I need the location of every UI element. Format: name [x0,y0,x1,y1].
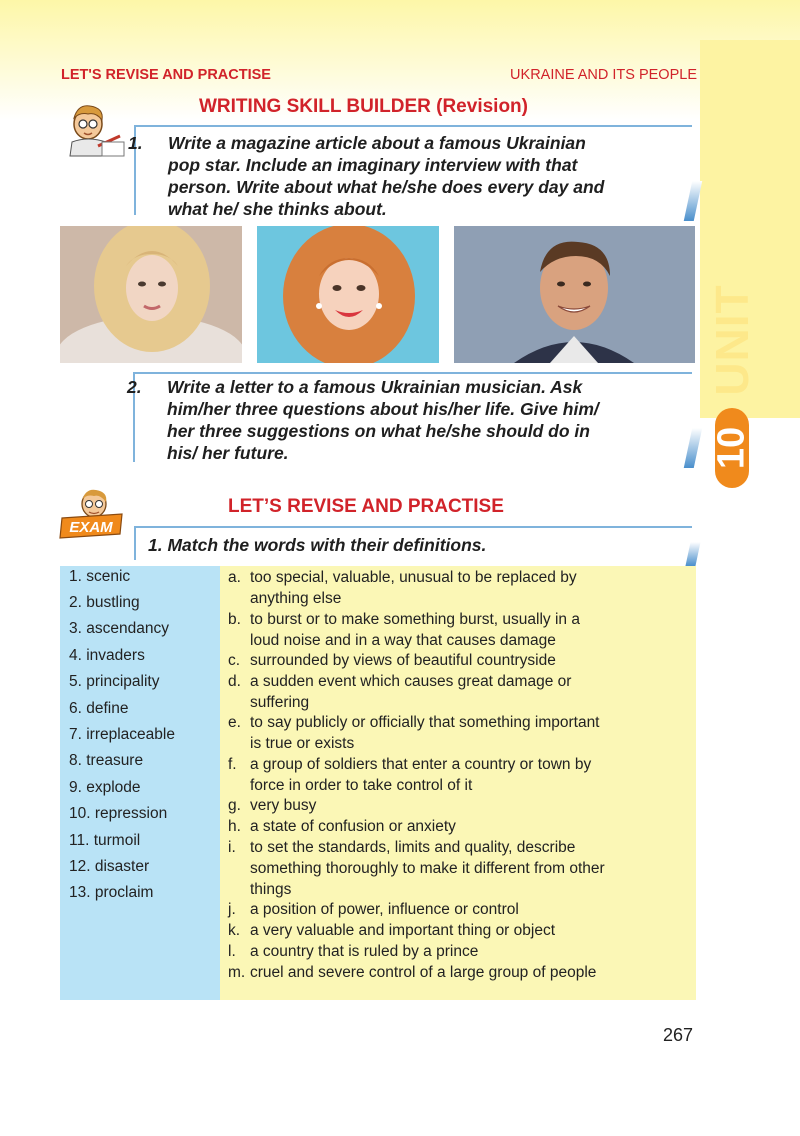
exam-boy-icon [58,488,124,546]
task-1-line-1: Write a magazine article about a famous Ukrainian [168,133,586,153]
definition-j: j. a position of power, influence or control [228,901,519,918]
word-item: 10. repression [69,805,168,822]
photo-singer-1 [60,226,242,363]
word-item: 5. principality [69,673,160,690]
word-item: 2. bustling [69,594,140,611]
definitions-column [220,566,696,1000]
definition-d: d. a sudden event which causes great damage or suffering [228,673,572,711]
definition-i: i. to set the standards, limits and quality, describe something thoroughly to make it different from other things [228,839,605,898]
page-number: 267 [662,1025,693,1045]
definition-l: l. a country that is ruled by a prince [228,943,479,960]
definition-h: h. a state of confusion or anxiety [228,818,456,835]
words-column [60,566,220,1000]
word-item: 12. disaster [69,858,150,875]
photo-singer-3 [454,226,695,363]
task-1-line-2: pop star. Include an imaginary interview with that [168,155,578,175]
definition-c: c. surrounded by views of beautiful countryside [228,652,556,669]
word-item: 13. proclaim [69,884,154,901]
word-item: 9. explode [69,779,141,796]
writing-section-title: WRITING SKILL BUILDER (Revision) [199,96,528,117]
task-2-line-1: Write a letter to a famous Ukrainian musician. Ask [167,377,583,397]
task-2-line-3: her three suggestions on what he/she should do in [167,421,590,441]
word-item: 11. turmoil [69,832,141,849]
task-1-number: 1. [128,133,143,153]
task-2-line-4: his/ her future. [167,443,289,463]
word-item: 6. define [69,700,129,717]
definition-f: f. a group of soldiers that enter a country or town by force in order to take control of it [228,756,592,794]
unit-number: 10 [715,408,749,488]
task-2-line-2: him/her three questions about his/her life. Give him/ [167,399,599,419]
photo-singer-2 [257,226,439,363]
revise-section-title: LET’S REVISE AND PRACTISE [228,496,504,517]
definition-e: e. to say publicly or officially that something important is true or exists [228,714,600,752]
writing-boy-icon [58,102,130,158]
header-left: LET'S REVISE AND PRACTISE [61,67,271,83]
revise-task-1-text: 1. Match the words with their definitions. [148,535,487,555]
revise-task-1 [134,526,692,560]
unit-tab [706,272,758,490]
word-item: 7. irreplaceable [69,726,175,743]
definition-b: b. to burst or to make something burst, usually in a loud noise and in a way that causes damage [228,611,580,649]
definition-m: m. cruel and severe control of a large group of people [228,964,597,981]
word-item: 8. treasure [69,752,144,769]
task-1-line-3: person. Write about what he/she does every day and [168,177,605,197]
task-1-line-4: what he/ she thinks about. [168,199,387,219]
writing-task-1 [128,125,692,219]
unit-label: UNIT [706,284,758,396]
definition-k: k. a very valuable and important thing or object [228,922,556,939]
word-item: 3. ascendancy [69,620,169,637]
task-2-number: 2. [127,377,142,397]
writing-task-2 [127,372,692,463]
word-item: 4. invaders [69,647,145,664]
svg-text:EXAM: EXAM [69,519,113,536]
word-item: 1. scenic [69,568,131,585]
header-right: UKRAINE AND ITS PEOPLE [510,67,697,83]
definition-g: g. very busy [228,797,317,814]
definition-a: a. too special, valuable, unusual to be replaced by anything else [228,569,577,607]
